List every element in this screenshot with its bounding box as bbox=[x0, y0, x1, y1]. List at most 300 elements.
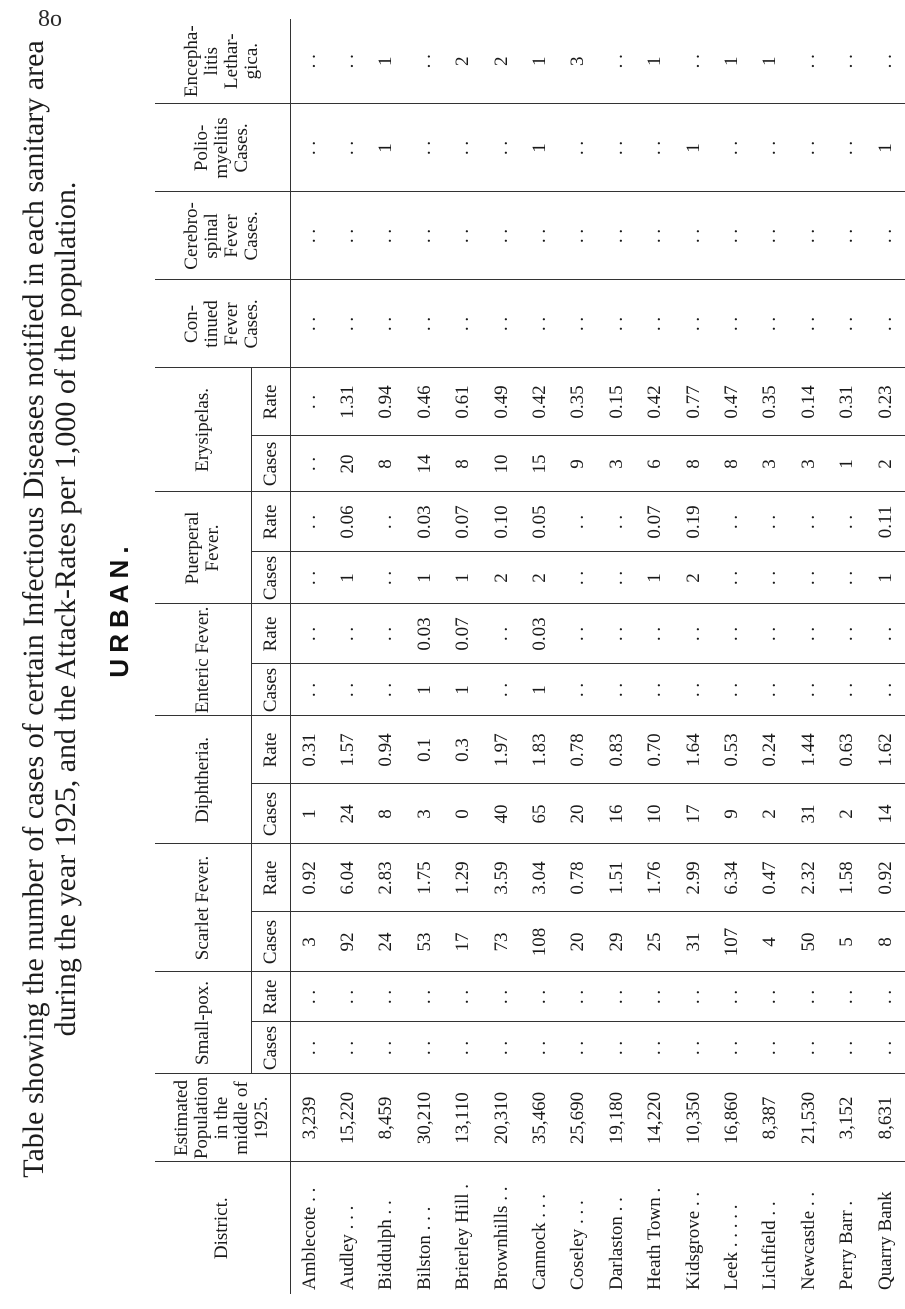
poliomyelitis-cell: . . bbox=[482, 104, 520, 192]
diphtheria-cases-cell: 16 bbox=[598, 784, 636, 844]
erysipelas-rate-cell: 0.42 bbox=[521, 368, 559, 436]
cerebrospinal-cell: . . bbox=[674, 192, 712, 280]
smallpox-rate-cell: . . bbox=[866, 972, 904, 1022]
enteric-rate-cell: . . bbox=[290, 604, 329, 664]
erysipelas-rate-cell: 0.47 bbox=[713, 368, 751, 436]
scarlet-rate-cell: 0.92 bbox=[866, 844, 904, 912]
smallpox-rate-cell: . . bbox=[674, 972, 712, 1022]
puerperal-cases-cell: 1 bbox=[444, 552, 482, 604]
population-cell: 21,530 bbox=[790, 1074, 828, 1162]
enteric-cases-cell: . . bbox=[790, 664, 828, 716]
enteric-cases-cell: . . bbox=[482, 664, 520, 716]
erysipelas-cases-cell: 6 bbox=[636, 436, 674, 492]
smallpox-rate-cell: . . bbox=[290, 972, 329, 1022]
district-cell: Newcastle . . bbox=[797, 1191, 819, 1290]
smallpox-cases-cell: . . bbox=[790, 1022, 828, 1074]
table-row bbox=[636, 19, 674, 1294]
cerebrospinal-cell: . . bbox=[444, 192, 482, 280]
puerperal-rate-cell: 0.11 bbox=[866, 492, 904, 552]
cerebrospinal-cell: . . bbox=[790, 192, 828, 280]
erysipelas-rate-cell: 0.23 bbox=[866, 368, 904, 436]
poliomyelitis-cell: 1 bbox=[521, 104, 559, 192]
population-cell: 35,460 bbox=[521, 1074, 559, 1162]
erysipelas-cases-cell: 14 bbox=[406, 436, 444, 492]
encephalitis-cell: . . bbox=[290, 19, 329, 104]
diphtheria-cases-cell: 20 bbox=[559, 784, 597, 844]
district-cell: Biddulph . . bbox=[375, 1200, 397, 1290]
erysipelas-rate-cell: 0.35 bbox=[559, 368, 597, 436]
continued-fever-cell: . . bbox=[444, 280, 482, 368]
erysipelas-rate-cell: 0.15 bbox=[598, 368, 636, 436]
table-row bbox=[521, 19, 559, 1294]
encephalitis-cell: 1 bbox=[713, 19, 751, 104]
table-row bbox=[290, 19, 329, 1294]
enteric-cases-cell: . . bbox=[598, 664, 636, 716]
scarlet-rate-cell: 3.59 bbox=[482, 844, 520, 912]
district-cell: Lichfield . . bbox=[759, 1201, 781, 1290]
cerebrospinal-cell: . . bbox=[406, 192, 444, 280]
puerperal-rate-cell: . . bbox=[713, 492, 751, 552]
enteric-cases-cell: . . bbox=[290, 664, 329, 716]
diphtheria-rate-cell: 0.24 bbox=[751, 716, 789, 784]
population-cell: 8,631 bbox=[866, 1074, 904, 1162]
erysipelas-rate-cell: 0.14 bbox=[790, 368, 828, 436]
scarlet-rate-cell: 1.51 bbox=[598, 844, 636, 912]
diphtheria-rate-cell: 0.70 bbox=[636, 716, 674, 784]
enteric-cases-cell: . . bbox=[636, 664, 674, 716]
erysipelas-cases-cell: 9 bbox=[559, 436, 597, 492]
cerebrospinal-cell: . . bbox=[559, 192, 597, 280]
smallpox-cases-cell: . . bbox=[444, 1022, 482, 1074]
scarlet-rate-cell: 0.78 bbox=[559, 844, 597, 912]
continued-fever-cell: . . bbox=[636, 280, 674, 368]
header-cases: Cases bbox=[251, 912, 290, 972]
scarlet-rate-cell: 0.92 bbox=[290, 844, 329, 912]
title-line-2: during the year 1925, and the Attack-Rates per 1,000 of the population. bbox=[49, 181, 82, 1037]
cerebrospinal-cell: . . bbox=[866, 192, 904, 280]
poliomyelitis-cell: . . bbox=[790, 104, 828, 192]
table-row bbox=[598, 19, 636, 1294]
encephalitis-cell: 2 bbox=[482, 19, 520, 104]
erysipelas-cases-cell: 1 bbox=[828, 436, 866, 492]
puerperal-cases-cell: . . bbox=[290, 552, 329, 604]
cerebrospinal-cell: . . bbox=[482, 192, 520, 280]
table-body bbox=[290, 19, 905, 1294]
puerperal-cases-cell: 1 bbox=[636, 552, 674, 604]
encephalitis-cell: 1 bbox=[367, 19, 405, 104]
poliomyelitis-cell: . . bbox=[329, 104, 367, 192]
smallpox-rate-cell: . . bbox=[482, 972, 520, 1022]
population-cell: 8,387 bbox=[751, 1074, 789, 1162]
puerperal-rate-cell: 0.07 bbox=[444, 492, 482, 552]
puerperal-cases-cell: . . bbox=[598, 552, 636, 604]
diphtheria-cases-cell: 1 bbox=[290, 784, 329, 844]
enteric-rate-cell: . . bbox=[866, 604, 904, 664]
smallpox-cases-cell: . . bbox=[866, 1022, 904, 1074]
diphtheria-rate-cell: 0.94 bbox=[367, 716, 405, 784]
scarlet-rate-cell: 2.99 bbox=[674, 844, 712, 912]
smallpox-rate-cell: . . bbox=[828, 972, 866, 1022]
district-cell: Perry Barr . bbox=[836, 1200, 858, 1290]
continued-fever-cell: . . bbox=[674, 280, 712, 368]
enteric-rate-cell: . . bbox=[482, 604, 520, 664]
smallpox-rate-cell: . . bbox=[598, 972, 636, 1022]
erysipelas-cases-cell: 3 bbox=[790, 436, 828, 492]
encephalitis-cell: 2 bbox=[444, 19, 482, 104]
smallpox-cases-cell: . . bbox=[636, 1022, 674, 1074]
poliomyelitis-cell: . . bbox=[406, 104, 444, 192]
enteric-rate-cell: . . bbox=[598, 604, 636, 664]
cerebrospinal-cell: . . bbox=[329, 192, 367, 280]
poliomyelitis-cell: . . bbox=[290, 104, 329, 192]
title-line-1: Table showing the number of cases of certain Infectious Diseases notified in each sanitary area bbox=[17, 40, 50, 1178]
encephalitis-cell: 1 bbox=[636, 19, 674, 104]
scarlet-rate-cell: 1.76 bbox=[636, 844, 674, 912]
enteric-cases-cell: 1 bbox=[521, 664, 559, 716]
poliomyelitis-cell: . . bbox=[444, 104, 482, 192]
scarlet-rate-cell: 1.29 bbox=[444, 844, 482, 912]
erysipelas-cases-cell: 8 bbox=[444, 436, 482, 492]
enteric-cases-cell: . . bbox=[713, 664, 751, 716]
population-cell: 10,350 bbox=[674, 1074, 712, 1162]
header-poliomyelitis: Polio- myelitis Cases. bbox=[155, 104, 290, 192]
scarlet-cases-cell: 5 bbox=[828, 912, 866, 972]
diphtheria-rate-cell: 0.83 bbox=[598, 716, 636, 784]
puerperal-cases-cell: . . bbox=[751, 552, 789, 604]
continued-fever-cell: . . bbox=[521, 280, 559, 368]
continued-fever-cell: . . bbox=[290, 280, 329, 368]
diphtheria-cases-cell: 9 bbox=[713, 784, 751, 844]
scarlet-rate-cell: 6.34 bbox=[713, 844, 751, 912]
cerebrospinal-cell: . . bbox=[636, 192, 674, 280]
smallpox-cases-cell: . . bbox=[828, 1022, 866, 1074]
erysipelas-cases-cell: 8 bbox=[367, 436, 405, 492]
population-cell: 19,180 bbox=[598, 1074, 636, 1162]
puerperal-rate-cell: . . bbox=[828, 492, 866, 552]
continued-fever-cell: . . bbox=[559, 280, 597, 368]
diphtheria-cases-cell: 65 bbox=[521, 784, 559, 844]
scarlet-cases-cell: 73 bbox=[482, 912, 520, 972]
puerperal-cases-cell: 2 bbox=[674, 552, 712, 604]
district-cell: Kidsgrove . . bbox=[682, 1191, 704, 1290]
poliomyelitis-cell: 1 bbox=[674, 104, 712, 192]
encephalitis-cell: . . bbox=[674, 19, 712, 104]
population-cell: 25,690 bbox=[559, 1074, 597, 1162]
infectious-diseases-table bbox=[155, 19, 905, 1294]
diphtheria-cases-cell: 17 bbox=[674, 784, 712, 844]
header-cases: Cases bbox=[251, 552, 290, 604]
erysipelas-cases-cell: 3 bbox=[598, 436, 636, 492]
table-row bbox=[406, 19, 444, 1294]
diphtheria-rate-cell: 0.1 bbox=[406, 716, 444, 784]
scarlet-cases-cell: 3 bbox=[290, 912, 329, 972]
scarlet-cases-cell: 31 bbox=[674, 912, 712, 972]
diphtheria-rate-cell: 1.83 bbox=[521, 716, 559, 784]
district-cell: Darlaston . . bbox=[605, 1197, 627, 1290]
header-population: Estimated Population in the middle of 1925. bbox=[155, 1074, 290, 1162]
smallpox-cases-cell: . . bbox=[290, 1022, 329, 1074]
diphtheria-cases-cell: 2 bbox=[751, 784, 789, 844]
header-rate: Rate bbox=[251, 492, 290, 552]
header-rate: Rate bbox=[251, 716, 290, 784]
district-cell: Amblecote . . bbox=[298, 1187, 320, 1290]
scarlet-cases-cell: 8 bbox=[866, 912, 904, 972]
diphtheria-rate-cell: 0.31 bbox=[290, 716, 329, 784]
table-row bbox=[790, 19, 828, 1294]
district-cell: Audley . . . bbox=[337, 1205, 359, 1290]
scarlet-cases-cell: 50 bbox=[790, 912, 828, 972]
header-rate: Rate bbox=[251, 972, 290, 1022]
puerperal-cases-cell: . . bbox=[790, 552, 828, 604]
diphtheria-rate-cell: 0.78 bbox=[559, 716, 597, 784]
continued-fever-cell: . . bbox=[482, 280, 520, 368]
header-cerebrospinal-fever: Cerebro- spinal Fever Cases. bbox=[155, 192, 290, 280]
scarlet-rate-cell: 1.58 bbox=[828, 844, 866, 912]
header-district: District. bbox=[155, 1162, 290, 1294]
puerperal-cases-cell: 2 bbox=[482, 552, 520, 604]
puerperal-rate-cell: . . bbox=[751, 492, 789, 552]
enteric-rate-cell: 0.03 bbox=[406, 604, 444, 664]
poliomyelitis-cell: . . bbox=[559, 104, 597, 192]
header-rate: Rate bbox=[251, 604, 290, 664]
smallpox-cases-cell: . . bbox=[482, 1022, 520, 1074]
enteric-rate-cell: . . bbox=[790, 604, 828, 664]
cerebrospinal-cell: . . bbox=[367, 192, 405, 280]
diphtheria-cases-cell: 14 bbox=[866, 784, 904, 844]
scarlet-cases-cell: 25 bbox=[636, 912, 674, 972]
diphtheria-cases-cell: 24 bbox=[329, 784, 367, 844]
poliomyelitis-cell: . . bbox=[828, 104, 866, 192]
enteric-rate-cell: . . bbox=[713, 604, 751, 664]
enteric-cases-cell: . . bbox=[559, 664, 597, 716]
erysipelas-cases-cell: 3 bbox=[751, 436, 789, 492]
cerebrospinal-cell: . . bbox=[713, 192, 751, 280]
population-cell: 16,860 bbox=[713, 1074, 751, 1162]
diphtheria-cases-cell: 3 bbox=[406, 784, 444, 844]
table-row bbox=[828, 19, 866, 1294]
enteric-cases-cell: . . bbox=[866, 664, 904, 716]
diphtheria-cases-cell: 8 bbox=[367, 784, 405, 844]
enteric-cases-cell: . . bbox=[367, 664, 405, 716]
district-cell: Bilston . . . bbox=[413, 1206, 435, 1290]
population-cell: 20,310 bbox=[482, 1074, 520, 1162]
header-encephalitis: Encepha- litis Lethar- gica. bbox=[155, 19, 290, 104]
diphtheria-rate-cell: 1.57 bbox=[329, 716, 367, 784]
puerperal-cases-cell: . . bbox=[559, 552, 597, 604]
erysipelas-rate-cell: 0.42 bbox=[636, 368, 674, 436]
cerebrospinal-cell: . . bbox=[598, 192, 636, 280]
population-cell: 15,220 bbox=[329, 1074, 367, 1162]
puerperal-cases-cell: . . bbox=[367, 552, 405, 604]
diphtheria-rate-cell: 0.63 bbox=[828, 716, 866, 784]
smallpox-cases-cell: . . bbox=[367, 1022, 405, 1074]
enteric-rate-cell: . . bbox=[751, 604, 789, 664]
puerperal-rate-cell: 0.07 bbox=[636, 492, 674, 552]
smallpox-cases-cell: . . bbox=[713, 1022, 751, 1074]
encephalitis-cell: . . bbox=[866, 19, 904, 104]
cerebrospinal-cell: . . bbox=[751, 192, 789, 280]
enteric-cases-cell: . . bbox=[329, 664, 367, 716]
scarlet-rate-cell: 2.83 bbox=[367, 844, 405, 912]
smallpox-cases-cell: . . bbox=[751, 1022, 789, 1074]
header-cases: Cases bbox=[251, 1022, 290, 1074]
enteric-cases-cell: 1 bbox=[444, 664, 482, 716]
erysipelas-rate-cell: 0.46 bbox=[406, 368, 444, 436]
table-row bbox=[329, 19, 367, 1294]
poliomyelitis-cell: . . bbox=[751, 104, 789, 192]
erysipelas-rate-cell: 0.77 bbox=[674, 368, 712, 436]
cerebrospinal-cell: . . bbox=[521, 192, 559, 280]
puerperal-rate-cell: . . bbox=[598, 492, 636, 552]
population-cell: 8,459 bbox=[367, 1074, 405, 1162]
smallpox-rate-cell: . . bbox=[559, 972, 597, 1022]
header-puerperal-fever: Puerperal Fever. bbox=[155, 492, 251, 604]
diphtheria-rate-cell: 1.64 bbox=[674, 716, 712, 784]
smallpox-cases-cell: . . bbox=[559, 1022, 597, 1074]
puerperal-rate-cell: 0.03 bbox=[406, 492, 444, 552]
erysipelas-cases-cell: 8 bbox=[713, 436, 751, 492]
puerperal-rate-cell: 0.05 bbox=[521, 492, 559, 552]
enteric-cases-cell: . . bbox=[674, 664, 712, 716]
erysipelas-rate-cell: 0.61 bbox=[444, 368, 482, 436]
scarlet-cases-cell: 20 bbox=[559, 912, 597, 972]
puerperal-cases-cell: 2 bbox=[521, 552, 559, 604]
smallpox-rate-cell: . . bbox=[751, 972, 789, 1022]
table-row bbox=[866, 19, 904, 1294]
header-scarlet-fever: Scarlet Fever. bbox=[155, 844, 251, 972]
continued-fever-cell: . . bbox=[751, 280, 789, 368]
poliomyelitis-cell: 1 bbox=[367, 104, 405, 192]
smallpox-rate-cell: . . bbox=[636, 972, 674, 1022]
smallpox-cases-cell: . . bbox=[521, 1022, 559, 1074]
header-rate: Rate bbox=[251, 368, 290, 436]
scarlet-cases-cell: 92 bbox=[329, 912, 367, 972]
puerperal-rate-cell: . . bbox=[290, 492, 329, 552]
encephalitis-cell: . . bbox=[406, 19, 444, 104]
scarlet-cases-cell: 108 bbox=[521, 912, 559, 972]
header-erysipelas: Erysipelas. bbox=[155, 368, 251, 492]
population-cell: 3,239 bbox=[290, 1074, 329, 1162]
smallpox-cases-cell: . . bbox=[598, 1022, 636, 1074]
enteric-rate-cell: 0.03 bbox=[521, 604, 559, 664]
enteric-rate-cell: . . bbox=[674, 604, 712, 664]
section-subtitle: URBAN. bbox=[104, 540, 134, 678]
enteric-rate-cell: . . bbox=[828, 604, 866, 664]
smallpox-rate-cell: . . bbox=[329, 972, 367, 1022]
scarlet-cases-cell: 107 bbox=[713, 912, 751, 972]
continued-fever-cell: . . bbox=[790, 280, 828, 368]
enteric-rate-cell: . . bbox=[367, 604, 405, 664]
header-cases: Cases bbox=[251, 436, 290, 492]
enteric-rate-cell: . . bbox=[559, 604, 597, 664]
scarlet-rate-cell: 0.47 bbox=[751, 844, 789, 912]
continued-fever-cell: . . bbox=[367, 280, 405, 368]
puerperal-rate-cell: 0.10 bbox=[482, 492, 520, 552]
erysipelas-cases-cell: 8 bbox=[674, 436, 712, 492]
enteric-rate-cell: . . bbox=[636, 604, 674, 664]
enteric-cases-cell: 1 bbox=[406, 664, 444, 716]
population-cell: 3,152 bbox=[828, 1074, 866, 1162]
puerperal-rate-cell: . . bbox=[367, 492, 405, 552]
continued-fever-cell: . . bbox=[329, 280, 367, 368]
puerperal-rate-cell: . . bbox=[559, 492, 597, 552]
poliomyelitis-cell: . . bbox=[598, 104, 636, 192]
district-cell: Brownhills . . bbox=[490, 1186, 512, 1290]
header-diphtheria: Diphtheria. bbox=[155, 716, 251, 844]
encephalitis-cell: . . bbox=[828, 19, 866, 104]
smallpox-rate-cell: . . bbox=[790, 972, 828, 1022]
table-row bbox=[559, 19, 597, 1294]
encephalitis-cell: . . bbox=[329, 19, 367, 104]
scarlet-rate-cell: 6.04 bbox=[329, 844, 367, 912]
erysipelas-cases-cell: 15 bbox=[521, 436, 559, 492]
enteric-rate-cell: 0.07 bbox=[444, 604, 482, 664]
district-cell: Heath Town . bbox=[644, 1187, 666, 1290]
puerperal-rate-cell: 0.19 bbox=[674, 492, 712, 552]
smallpox-rate-cell: . . bbox=[406, 972, 444, 1022]
puerperal-cases-cell: 1 bbox=[866, 552, 904, 604]
scarlet-cases-cell: 29 bbox=[598, 912, 636, 972]
erysipelas-cases-cell: 20 bbox=[329, 436, 367, 492]
scarlet-cases-cell: 4 bbox=[751, 912, 789, 972]
population-cell: 30,210 bbox=[406, 1074, 444, 1162]
cerebrospinal-cell: . . bbox=[290, 192, 329, 280]
diphtheria-cases-cell: 0 bbox=[444, 784, 482, 844]
puerperal-cases-cell: 1 bbox=[329, 552, 367, 604]
header-smallpox: Small-pox. bbox=[155, 972, 251, 1074]
diphtheria-rate-cell: 0.53 bbox=[713, 716, 751, 784]
diphtheria-rate-cell: 1.97 bbox=[482, 716, 520, 784]
smallpox-cases-cell: . . bbox=[406, 1022, 444, 1074]
diphtheria-cases-cell: 40 bbox=[482, 784, 520, 844]
table-row bbox=[482, 19, 520, 1294]
district-cell: Cannock . . . bbox=[529, 1193, 551, 1290]
scarlet-rate-cell: 2.32 bbox=[790, 844, 828, 912]
header-cases: Cases bbox=[251, 784, 290, 844]
scarlet-rate-cell: 3.04 bbox=[521, 844, 559, 912]
page-number: 8o bbox=[38, 6, 62, 32]
district-cell: Brierley Hill . bbox=[452, 1183, 474, 1290]
smallpox-rate-cell: . . bbox=[444, 972, 482, 1022]
erysipelas-rate-cell: 0.31 bbox=[828, 368, 866, 436]
encephalitis-cell: 1 bbox=[521, 19, 559, 104]
header-rate: Rate bbox=[251, 844, 290, 912]
district-cell: Coseley . . . bbox=[567, 1200, 589, 1290]
poliomyelitis-cell: . . bbox=[636, 104, 674, 192]
district-cell: Quarry Bank bbox=[874, 1191, 896, 1290]
scarlet-cases-cell: 53 bbox=[406, 912, 444, 972]
population-cell: 13,110 bbox=[444, 1074, 482, 1162]
diphtheria-cases-cell: 2 bbox=[828, 784, 866, 844]
erysipelas-rate-cell: 0.49 bbox=[482, 368, 520, 436]
poliomyelitis-cell: . . bbox=[713, 104, 751, 192]
puerperal-cases-cell: . . bbox=[713, 552, 751, 604]
table-row bbox=[713, 19, 751, 1294]
smallpox-cases-cell: . . bbox=[329, 1022, 367, 1074]
puerperal-rate-cell: . . bbox=[790, 492, 828, 552]
diphtheria-rate-cell: 0.3 bbox=[444, 716, 482, 784]
puerperal-cases-cell: . . bbox=[828, 552, 866, 604]
scarlet-rate-cell: 1.75 bbox=[406, 844, 444, 912]
erysipelas-rate-cell: 0.35 bbox=[751, 368, 789, 436]
table-row bbox=[751, 19, 789, 1294]
encephalitis-cell: 3 bbox=[559, 19, 597, 104]
continued-fever-cell: . . bbox=[406, 280, 444, 368]
smallpox-rate-cell: . . bbox=[367, 972, 405, 1022]
district-cell: Leek . . . . . bbox=[720, 1204, 742, 1290]
scarlet-cases-cell: 17 bbox=[444, 912, 482, 972]
diphtheria-cases-cell: 31 bbox=[790, 784, 828, 844]
